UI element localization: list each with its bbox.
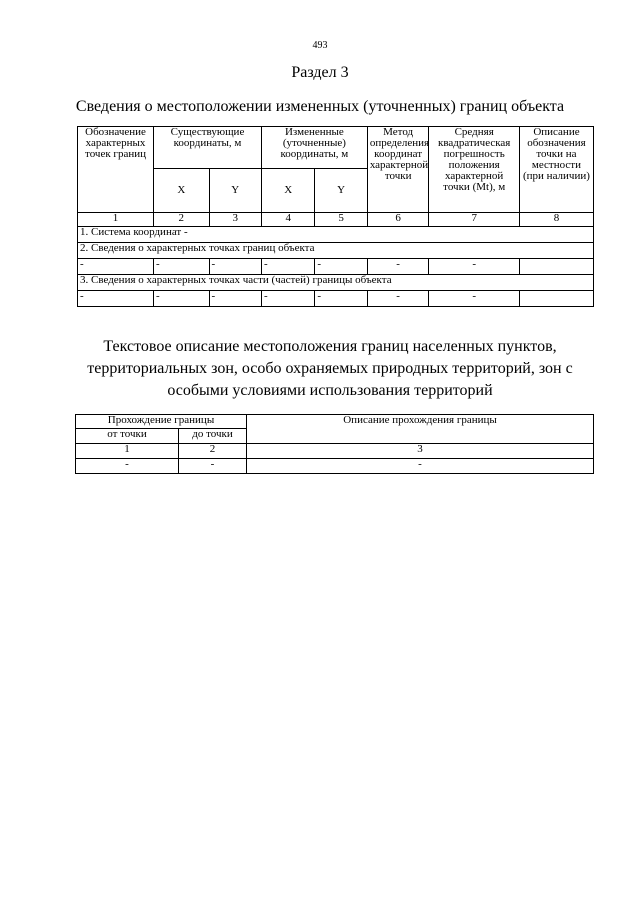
table1-section-row: [78, 227, 594, 243]
table-cell: -: [429, 291, 519, 307]
boundary-description-table: [75, 414, 594, 474]
header-to-point: до точки: [179, 429, 247, 444]
table-cell: -: [261, 291, 314, 307]
header-changed-x: X: [261, 169, 314, 213]
header-method: Метод определения координат характерной точки: [367, 127, 429, 213]
table-cell: -: [261, 259, 314, 275]
section-coordinate-system: 1. Система координат -: [78, 227, 594, 243]
table2-column-numbers: [76, 444, 594, 459]
boundary-points-table: [77, 126, 594, 307]
table-cell: -: [367, 291, 429, 307]
col-number: 7: [429, 213, 519, 227]
col-number: 3: [247, 444, 594, 459]
table2-header-row: [76, 415, 594, 429]
header-changed-y: Y: [315, 169, 367, 213]
col-number: 6: [367, 213, 429, 227]
table-cell: -: [247, 459, 594, 474]
header-changed-coords: Измененные (уточненные) координаты, м: [261, 127, 367, 169]
col-number: 3: [209, 213, 261, 227]
col-number: 2: [154, 213, 210, 227]
table-cell: -: [209, 259, 261, 275]
table-cell: -: [78, 259, 154, 275]
table1-column-numbers: [78, 213, 594, 227]
col-number: 5: [315, 213, 367, 227]
table1-header-row: [78, 127, 594, 169]
section-boundary-points: 2. Сведения о характерных точках границ объекта: [78, 243, 594, 259]
col-number: 2: [179, 444, 247, 459]
table-cell: [519, 259, 593, 275]
col-number: 1: [78, 213, 154, 227]
page-number: 493: [312, 40, 328, 51]
table-cell: -: [179, 459, 247, 474]
table-cell: -: [78, 291, 154, 307]
col-number: 1: [76, 444, 179, 459]
table-cell: [519, 291, 593, 307]
table-row: [78, 259, 594, 275]
header-existing-x: X: [154, 169, 210, 213]
table1-title: Сведения о местоположении измененных (уточненных) границ объекта: [75, 98, 565, 115]
section-part-boundary-points: 3. Сведения о характерных точках части (частей) границы объекта: [78, 275, 594, 291]
header-boundary-passage: Прохождение границы: [76, 415, 247, 429]
table-cell: -: [429, 259, 519, 275]
header-from-point: от точки: [76, 429, 179, 444]
table-cell: -: [76, 459, 179, 474]
table1-section-row: [78, 275, 594, 291]
table-cell: -: [209, 291, 261, 307]
header-point-designation: Обозначение характерных точек границ: [78, 127, 154, 213]
table-cell: -: [154, 259, 210, 275]
header-description: Описание обозначения точки на местности (при наличии): [519, 127, 593, 213]
header-existing-y: Y: [209, 169, 261, 213]
header-error: Средняя квадратическая погрешность положения характерной точки (Mt), м: [429, 127, 519, 213]
table1-section-row: [78, 243, 594, 259]
header-passage-description: Описание прохождения границы: [247, 415, 594, 444]
table-cell: -: [367, 259, 429, 275]
table2-title: Текстовое описание местоположения границ населенных пунктов, территориальных зон, особо охраняемых природных территорий, зон с особыми условиями использования территорий: [87, 338, 573, 399]
table-cell: -: [315, 291, 367, 307]
table-row: [76, 459, 594, 474]
section-title: Раздел 3: [291, 64, 349, 81]
col-number: 4: [261, 213, 314, 227]
col-number: 8: [519, 213, 593, 227]
table-cell: -: [315, 259, 367, 275]
table-cell: -: [154, 291, 210, 307]
header-existing-coords: Существующие координаты, м: [154, 127, 262, 169]
table-row: [78, 291, 594, 307]
